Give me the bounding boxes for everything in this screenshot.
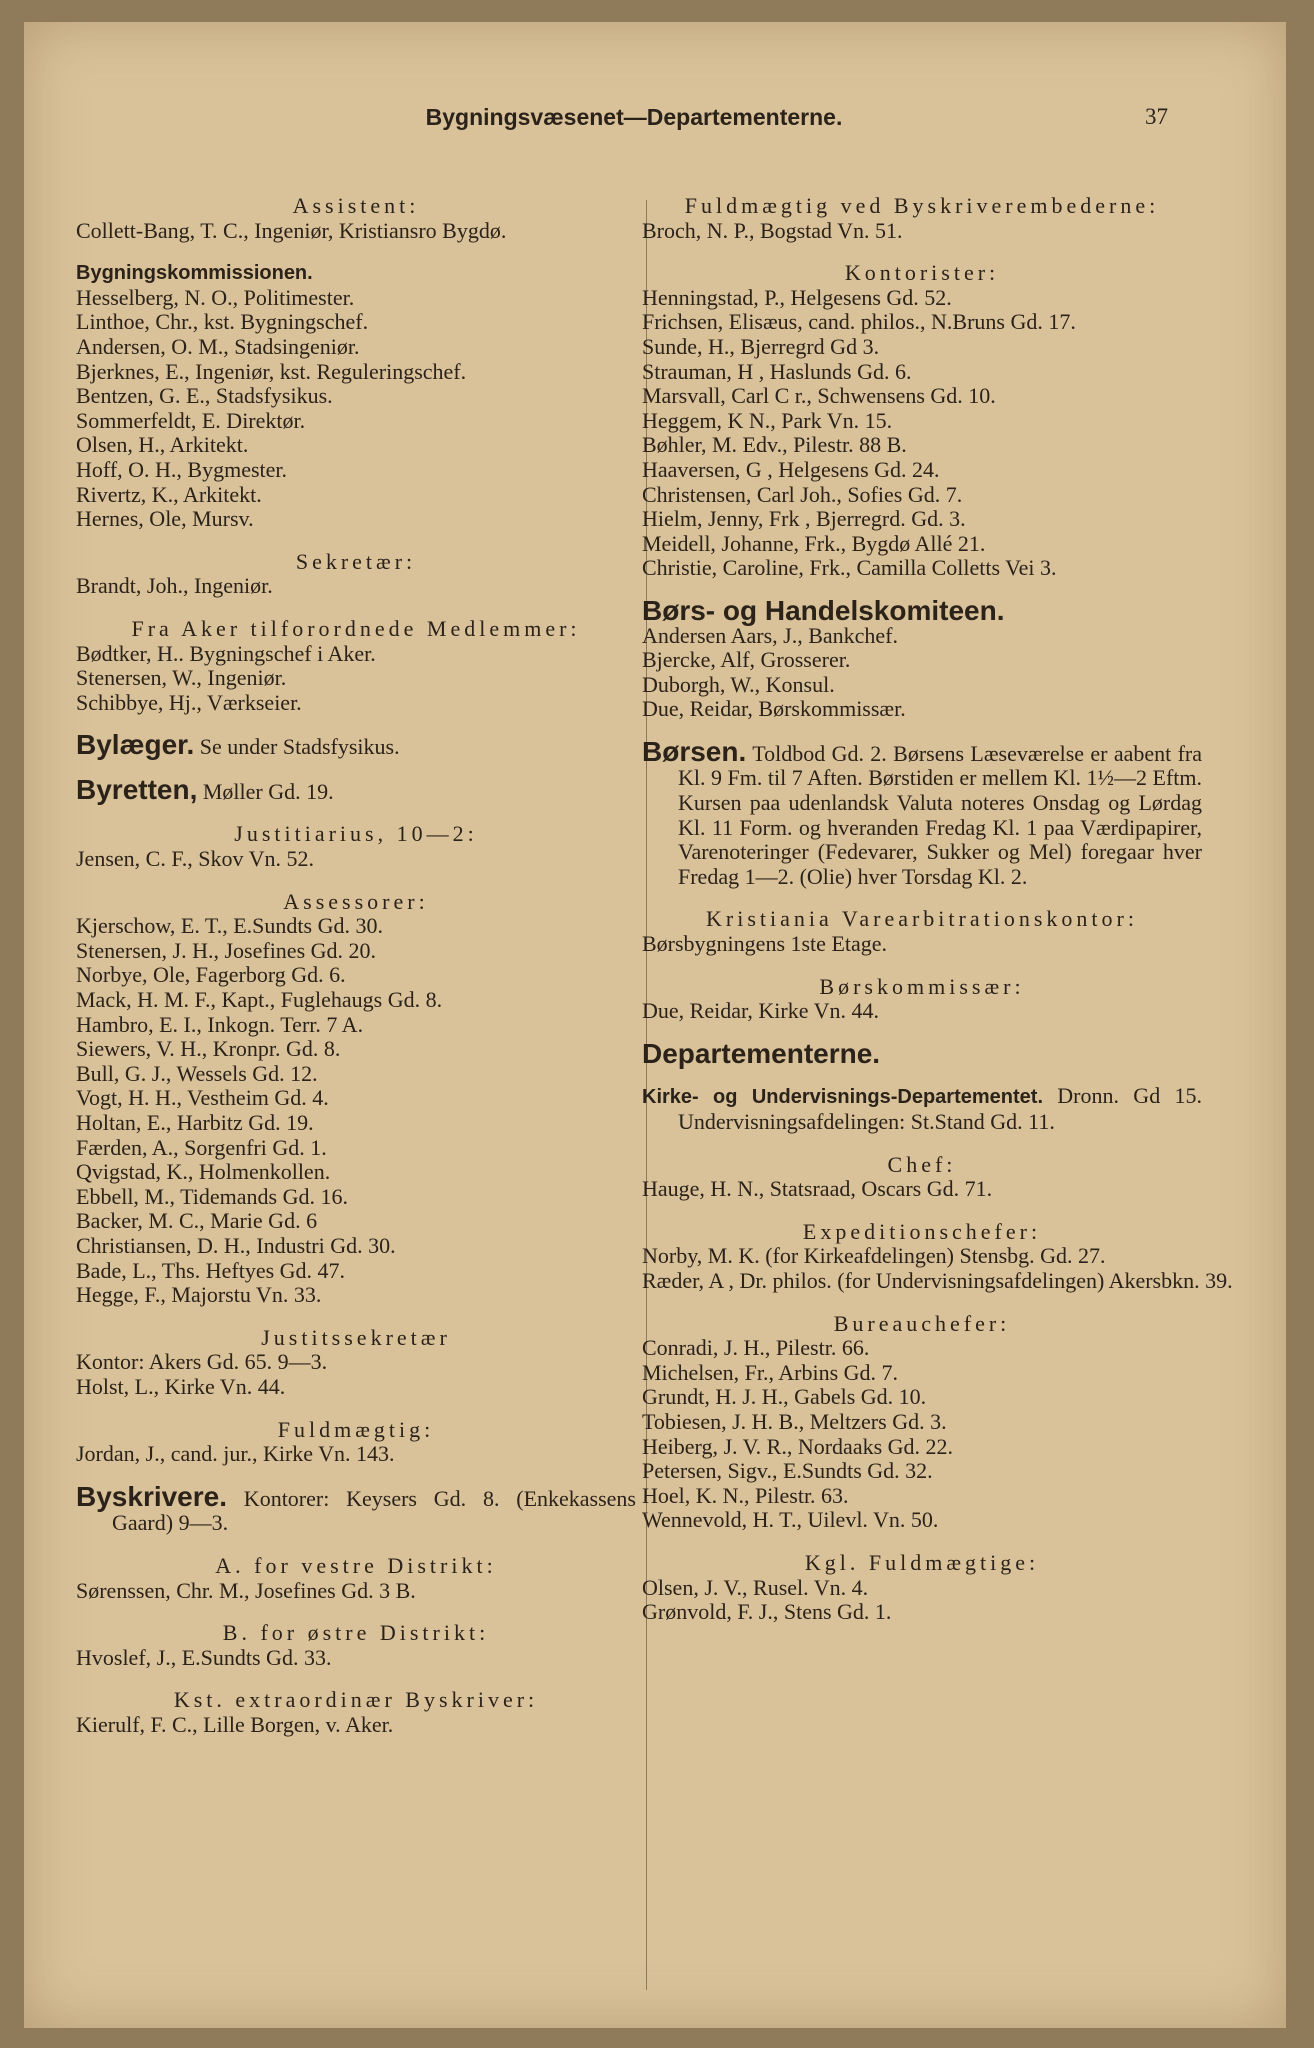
list-item: Michelsen, Fr., Arbins Gd. 7. (642, 1359, 899, 1385)
section (642, 1153, 1202, 1202)
list-item: Marsvall, Carl C r., Schwensens Gd. 10. (642, 383, 996, 409)
page-number: 37 (1145, 104, 1168, 129)
list-item: Collett-Bang, T. C., Ingeniør, Kristiansro Bygdø. (76, 217, 507, 243)
list-item: Hambro, E. I., Inkogn. Terr. 7 A. (76, 1011, 364, 1037)
section (76, 1688, 636, 1737)
section (76, 1326, 636, 1400)
list-item: Strauman, H , Haslunds Gd. 6. (642, 358, 912, 384)
section (76, 1480, 636, 1536)
list-item: Hesselberg, N. O., Politimester. (76, 284, 355, 310)
list-item: Hoff, O. H., Bygmester. (76, 456, 288, 482)
section-heading: Børskommissær: (819, 973, 1025, 999)
list-item: Bjercke, Alf, Grosserer. (642, 647, 851, 673)
section-paragraph (76, 1480, 636, 1536)
section-heading: A. for vestre Distrikt: (215, 1552, 497, 1578)
list-item: Conradi, J. H., Pilestr. 66. (642, 1335, 870, 1361)
list-item: Hvoslef, J., E.Sundts Gd. 33. (76, 1644, 332, 1670)
section-text: Dronn. Gd 15. Undervisningsafdelingen: St.Stand Gd. 11. (678, 1083, 1202, 1134)
section (642, 1312, 1202, 1533)
list-item: Andersen Aars, J., Bankchef. (642, 622, 898, 648)
section (76, 194, 636, 243)
list-item: Henningstad, P., Helgesens Gd. 52. (642, 284, 952, 310)
list-item: Jensen, C. F., Skov Vn. 52. (76, 846, 315, 872)
list-item: Sørenssen, Chr. M., Josefines Gd. 3 B. (76, 1577, 416, 1603)
list-item: Schibbye, Hj., Værkseier. (76, 689, 302, 715)
list-item: Due, Reidar, Kirke Vn. 44. (642, 998, 879, 1024)
section-heading: Sekretær: (295, 548, 417, 574)
list-item: Norby, M. K. (for Kirkeafdelingen) Stensbg. Gd. 27. (642, 1243, 1106, 1269)
section-heading: Fuldmægtig ved Byskriverembederne: (684, 193, 1160, 218)
list-item: Christie, Caroline, Frk., Camilla Colletts Vei 3. (642, 555, 1057, 581)
list-item: Backer, M. C., Marie Gd. 6 (76, 1208, 318, 1234)
list-item: Ræder, A , Dr. philos. (for Undervisningsafdelingen) Akersbkn. 39. (642, 1267, 1233, 1293)
list-item: Olsen, J. V., Rusel. Vn. 4. (642, 1574, 869, 1600)
list-item: Meidell, Johanne, Frk., Bygdø Allé 21. (642, 530, 986, 556)
section (642, 735, 1202, 890)
list-item: Petersen, Sigv., E.Sundts Gd. 32. (642, 1458, 933, 1484)
list-item: Stenersen, W., Ingeniør. (76, 665, 287, 691)
list-item: Hielm, Jenny, Frk , Bjerregrd. Gd. 3. (642, 506, 966, 532)
list-item: Rivertz, K., Arkitekt. (76, 481, 262, 507)
section-heading: Kontorister: (844, 260, 1000, 286)
list-item: Heiberg, J. V. R., Nordaaks Gd. 22. (642, 1433, 954, 1459)
section (76, 1554, 636, 1603)
section-heading: Justitiarius, 10—2: (234, 821, 478, 847)
list-item: Qvigstad, K., Holmenkollen. (76, 1159, 331, 1185)
section-heading: Byskrivere. (76, 1480, 228, 1512)
section (642, 1218, 1233, 1294)
list-item: Sunde, H., Bjerregrd Gd 3. (642, 333, 880, 359)
section-heading: Expeditionschefer: (802, 1218, 1042, 1244)
list-item: Duborgh, W., Konsul. (642, 671, 835, 697)
page-header (24, 104, 1286, 144)
section (76, 890, 636, 1308)
section (76, 1418, 636, 1467)
list-item: Heggem, K N., Park Vn. 15. (642, 407, 893, 433)
section-text: Kontorer: Keysers Gd. 8. (Enkekassens Gaard) 9—3. (112, 1485, 636, 1536)
section (76, 550, 636, 599)
section (76, 773, 636, 805)
section-heading: Chef: (887, 1151, 957, 1177)
list-item: Broch, N. P., Bogstad Vn. 51. (642, 217, 903, 243)
list-item: Kjerschow, E. T., E.Sundts Gd. 30. (76, 913, 383, 939)
section (642, 1551, 1202, 1625)
section-heading: Fra Aker tilforordnede Medlemmer: (131, 615, 581, 641)
list-item: Ebbell, M., Tidemands Gd. 16. (76, 1183, 348, 1209)
section (642, 1037, 1202, 1069)
list-item: Vogt, H. H., Vestheim Gd. 4. (76, 1085, 329, 1111)
section-heading: Kst. extraordinær Byskriver: (173, 1687, 539, 1713)
left-column (76, 194, 636, 1755)
list-item: Bull, G. J., Wessels Gd. 12. (76, 1060, 318, 1086)
section-text: Toldbod Gd. 2. Børsens Læseværelse er aabent fra Kl. 9 Fm. til 7 Aften. Børstiden er mellem Kl. 1½—2 Eftm. Kursen paa udenlandsk Valuta noteres Onsdag og Lørdag Kl. 11 Form. og hveranden Fredag Kl. 1 paa Værdipapirer, Varenoteringer (Fedevarer, Sukker og Mel) foregaar hver Fredag 1—2. (Olie) hver Torsdag Kl. 2. (678, 740, 1202, 889)
list-item: Frichsen, Elisæus, cand. philos., N.Bruns Gd. 17. (642, 309, 1076, 335)
section-paragraph (76, 773, 636, 805)
section (76, 1621, 636, 1670)
list-item: Holst, L., Kirke Vn. 44. (76, 1373, 286, 1399)
section-text: Møller Gd. 19. (197, 778, 334, 804)
list-item: Stenersen, J. H., Josefines Gd. 20. (76, 937, 377, 963)
section (642, 975, 1202, 1024)
list-item: Bødtker, H.. Bygningschef i Aker. (76, 640, 376, 666)
list-item: Norbye, Ole, Fagerborg Gd. 6. (76, 962, 346, 988)
section-heading: Assessorer: (283, 888, 429, 914)
section (76, 729, 636, 761)
list-item: Sommerfeldt, E. Direktør. (76, 407, 306, 433)
list-item: Due, Reidar, Børskommissær. (642, 696, 906, 722)
list-item: Brandt, Joh., Ingeniør. (76, 573, 273, 599)
list-item: Wennevold, H. T., Uilevl. Vn. 50. (642, 1507, 939, 1533)
list-item: Haaversen, G , Helgesens Gd. 24. (642, 456, 940, 482)
list-item: Tobiesen, J. H. B., Meltzers Gd. 3. (642, 1408, 947, 1434)
list-item: Hauge, H. N., Statsraad, Oscars Gd. 71. (642, 1176, 993, 1202)
list-item: Bøhler, M. Edv., Pilestr. 88 B. (642, 432, 907, 458)
section-heading: Børsen. (642, 735, 747, 767)
section-heading: Departementerne. (642, 1037, 881, 1069)
section-text: Se under Stadsfysikus. (194, 734, 400, 760)
list-item: Jordan, J., cand. jur., Kirke Vn. 143. (76, 1441, 395, 1467)
section (76, 822, 636, 871)
list-item: Færden, A., Sorgenfri Gd. 1. (76, 1134, 327, 1160)
section (642, 1084, 1202, 1134)
list-item: Christensen, Carl Joh., Sofies Gd. 7. (642, 481, 963, 507)
section-heading: Byretten, (76, 773, 198, 805)
list-item: Bentzen, G. E., Stadsfysikus. (76, 383, 333, 409)
list-item: Mack, H. M. F., Kapt., Fuglehaugs Gd. 8. (76, 987, 443, 1013)
list-item: Kierulf, F. C., Lille Borgen, v. Aker. (76, 1711, 394, 1737)
section-paragraph (76, 729, 636, 761)
list-item: Christiansen, D. H., Industri Gd. 30. (76, 1232, 396, 1258)
right-column (642, 193, 1233, 1643)
section (642, 261, 1202, 581)
list-item: Grundt, H. J. H., Gabels Gd. 10. (642, 1384, 927, 1410)
section-heading: B. for østre Distrikt: (222, 1620, 490, 1646)
section-heading: Fuldmægtig: (277, 1416, 435, 1442)
document-page (24, 22, 1286, 2028)
section-heading: Kristiania Varearbitrationskontor: (706, 906, 1138, 932)
list-item: Siewers, V. H., Kronpr. Gd. 8. (76, 1036, 341, 1062)
list-item: Hegge, F., Majorstu Vn. 33. (76, 1282, 322, 1308)
list-item: Hoel, K. N., Pilestr. 63. (642, 1482, 849, 1508)
list-item: Kontor: Akers Gd. 65. 9—3. (76, 1349, 328, 1375)
list-item: Olsen, H., Arkitekt. (76, 432, 249, 458)
section (642, 594, 1202, 722)
section-paragraph (642, 1084, 1202, 1134)
section (76, 617, 636, 715)
section-heading: Kirke- og Undervisnings-Departementet. (642, 1086, 1043, 1109)
section-heading: Bygningskommissionen. (76, 262, 313, 285)
section-heading: Assistent: (292, 193, 420, 218)
list-item: Grønvold, F. J., Stens Gd. 1. (642, 1599, 892, 1625)
list-item: Bade, L., Ths. Heftyes Gd. 47. (76, 1257, 346, 1283)
list-item: Børsbygningens 1ste Etage. (642, 931, 888, 957)
section-paragraph (642, 735, 1202, 890)
section-heading: Bureauchefer: (833, 1310, 1011, 1336)
list-item: Andersen, O. M., Stadsingeniør. (76, 333, 360, 359)
section (642, 907, 1202, 956)
list-item: Bjerknes, E., Ingeniør, kst. Reguleringschef. (76, 358, 467, 384)
section-heading: Bylæger. (76, 729, 195, 761)
section (76, 261, 636, 532)
list-item: Linthoe, Chr., kst. Bygningschef. (76, 309, 369, 335)
section-heading: Kgl. Fuldmægtige: (804, 1549, 1040, 1575)
list-item: Hernes, Ole, Mursv. (76, 506, 254, 532)
section-heading: Børs- og Handelskomiteen. (642, 594, 1005, 626)
page-title: Bygningsvæsenet—Departementerne. (425, 104, 843, 130)
list-item: Holtan, E., Harbitz Gd. 19. (76, 1110, 314, 1135)
section (642, 194, 1202, 243)
section-heading: Justitssekretær (261, 1324, 451, 1350)
